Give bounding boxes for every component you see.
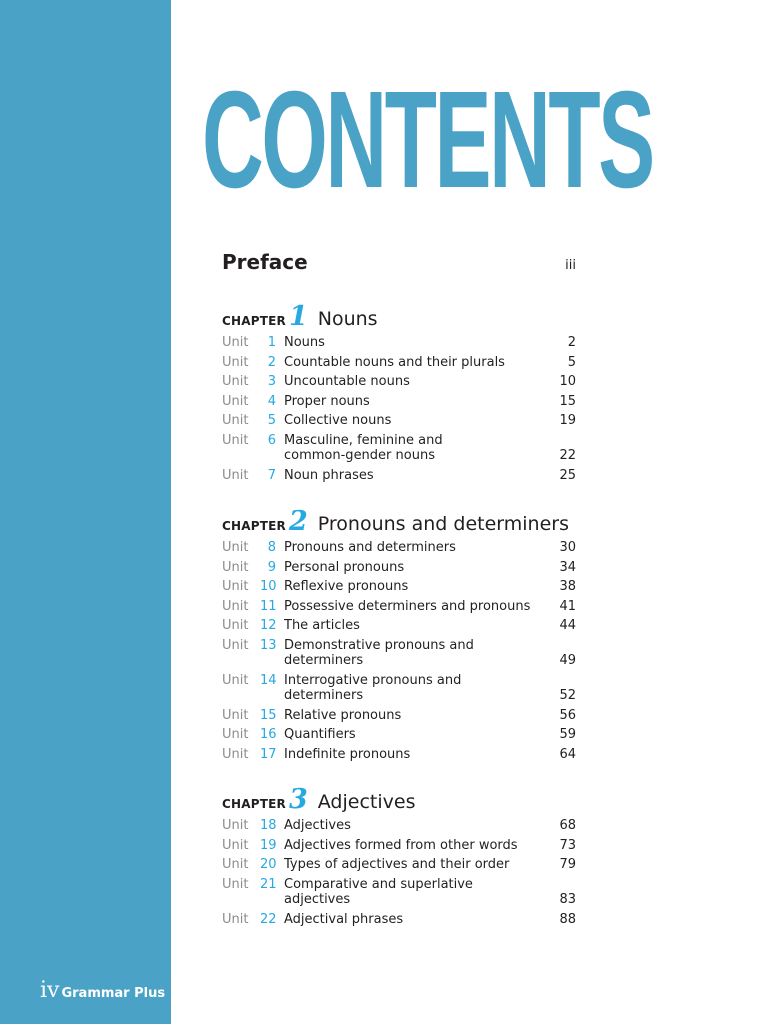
unit-page: 2	[567, 335, 576, 350]
unit-title-line: Pronouns and determiners	[284, 540, 456, 555]
chapter-2	[222, 506, 576, 762]
unit-entry[interactable]	[222, 673, 576, 704]
unit-page: 73	[559, 837, 576, 853]
unit-page: 34	[559, 559, 576, 575]
unit-page: 19	[559, 413, 576, 428]
unit-title	[276, 433, 536, 464]
unit-page: 22	[559, 448, 576, 463]
chapter-1	[222, 301, 576, 483]
unit-word: Unit	[222, 467, 249, 483]
unit-word: Unit	[222, 707, 249, 723]
chapter-heading[interactable]	[222, 506, 576, 536]
unit-number: 17	[260, 746, 277, 762]
unit-entry[interactable]	[222, 374, 576, 390]
chapter-word: CHAPTER	[222, 314, 286, 328]
unit-title-line: Masculine, feminine and	[284, 432, 443, 448]
unit-title	[276, 912, 536, 928]
unit-number: 8	[267, 540, 276, 555]
unit-page: 64	[559, 746, 576, 762]
unit-number: 18	[260, 818, 277, 833]
unit-number: 1	[267, 335, 276, 350]
unit-number: 5	[267, 413, 276, 428]
unit-title	[276, 579, 536, 595]
unit-title-line: Uncountable nouns	[284, 374, 410, 389]
unit-title	[276, 673, 536, 704]
chapter-heading[interactable]	[222, 301, 576, 331]
unit-title-line: Comparative and superlative	[284, 876, 473, 892]
unit-entry[interactable]	[222, 579, 576, 595]
unit-title-line: The articles	[284, 618, 360, 633]
unit-number: 16	[260, 727, 277, 742]
unit-word: Unit	[222, 746, 249, 762]
unit-page: 49	[559, 653, 576, 668]
unit-title-line: Personal pronouns	[284, 559, 405, 575]
unit-title	[276, 877, 536, 908]
chapter-word: CHAPTER	[222, 519, 286, 533]
unit-title-line: Indefinite pronouns	[284, 746, 411, 762]
unit-number: 11	[260, 598, 277, 614]
unit-page: 10	[559, 374, 576, 389]
unit-number: 2	[267, 354, 276, 370]
unit-page: 5	[567, 354, 576, 370]
unit-title	[276, 374, 536, 390]
chapter-3	[222, 784, 576, 927]
unit-entry[interactable]	[222, 877, 576, 908]
unit-title-line: Adjectives formed from other words	[284, 837, 518, 853]
unit-title	[276, 394, 536, 410]
chapter-number: 3	[288, 784, 308, 815]
unit-number: 19	[260, 837, 277, 853]
unit-entry[interactable]	[222, 857, 576, 873]
unit-number: 9	[267, 559, 276, 575]
unit-word: Unit	[222, 857, 249, 872]
chapter-title: Nouns	[317, 308, 378, 330]
unit-title	[276, 468, 536, 484]
unit-title-line: Relative pronouns	[284, 707, 402, 723]
unit-number: 13	[260, 637, 277, 653]
unit-page: 30	[559, 540, 576, 555]
unit-entry[interactable]	[222, 394, 576, 410]
unit-page: 68	[559, 818, 576, 833]
unit-word: Unit	[222, 540, 249, 555]
unit-number: 3	[267, 374, 276, 389]
preface-entry[interactable]	[222, 250, 576, 274]
unit-title-line: Nouns	[284, 335, 325, 350]
unit-title-line: Interrogative pronouns and	[284, 672, 462, 688]
unit-title-line: Types of adjectives and their order	[284, 857, 510, 872]
unit-number: 10	[260, 579, 277, 594]
unit-entry[interactable]	[222, 747, 576, 763]
unit-word: Unit	[222, 837, 249, 853]
unit-title	[276, 708, 536, 724]
unit-word: Unit	[222, 911, 249, 927]
page-title: CONTENTS	[202, 63, 653, 217]
unit-title-line: Countable nouns and their plurals	[284, 354, 505, 370]
unit-title	[276, 747, 536, 763]
unit-title-line: Demonstrative pronouns and	[284, 637, 474, 653]
unit-page: 52	[559, 688, 576, 703]
preface-page: iii	[565, 258, 576, 273]
unit-number: 4	[267, 393, 276, 409]
unit-entry[interactable]	[222, 433, 576, 464]
sidebar-band	[0, 0, 171, 1024]
unit-entry[interactable]	[222, 727, 576, 743]
unit-page: 56	[559, 707, 576, 723]
chapter-number: 2	[288, 506, 308, 537]
unit-word: Unit	[222, 672, 249, 688]
unit-number: 22	[260, 911, 277, 927]
unit-title	[276, 335, 536, 351]
unit-title-line-2: determiners	[284, 688, 364, 703]
unit-title	[276, 857, 536, 873]
chapter-heading[interactable]	[222, 784, 576, 814]
unit-page: 41	[559, 598, 576, 614]
unit-word: Unit	[222, 393, 249, 409]
unit-word: Unit	[222, 876, 249, 892]
unit-title	[276, 540, 536, 556]
footer-book-title: Grammar Plus	[61, 986, 166, 1001]
unit-number: 21	[260, 876, 277, 892]
unit-entry[interactable]	[222, 355, 576, 371]
unit-word: Unit	[222, 335, 249, 350]
unit-page: 15	[559, 393, 576, 409]
chapter-number: 1	[288, 301, 308, 332]
unit-title-line: Adjectives	[284, 818, 351, 833]
unit-entry[interactable]	[222, 599, 576, 615]
unit-title-line: Reflexive pronouns	[284, 579, 409, 594]
unit-entry[interactable]	[222, 335, 576, 351]
unit-entry[interactable]	[222, 618, 576, 634]
unit-page: 25	[559, 467, 576, 483]
unit-word: Unit	[222, 374, 249, 389]
unit-entry[interactable]	[222, 560, 576, 576]
unit-word: Unit	[222, 727, 249, 742]
unit-word: Unit	[222, 598, 249, 614]
unit-number: 14	[260, 672, 277, 688]
unit-title-line-2: adjectives	[284, 892, 351, 907]
unit-title	[276, 599, 536, 615]
unit-word: Unit	[222, 579, 249, 594]
unit-title-line-2: common-gender nouns	[284, 448, 435, 463]
unit-entry[interactable]	[222, 838, 576, 854]
unit-entry[interactable]	[222, 540, 576, 556]
unit-word: Unit	[222, 637, 249, 653]
unit-page: 83	[559, 892, 576, 907]
unit-title-line: Possessive determiners and pronouns	[284, 598, 531, 614]
chapter-title: Adjectives	[317, 791, 416, 813]
unit-entry[interactable]	[222, 638, 576, 669]
unit-number: 20	[260, 857, 277, 872]
unit-number: 6	[267, 432, 276, 448]
unit-page: 88	[559, 911, 576, 927]
unit-title-line: Adjectival phrases	[284, 911, 404, 927]
unit-title	[276, 560, 536, 576]
unit-number: 7	[267, 467, 276, 483]
unit-page: 79	[559, 857, 576, 872]
unit-entry[interactable]	[222, 468, 576, 484]
unit-number: 15	[260, 707, 277, 723]
unit-word: Unit	[222, 354, 249, 370]
unit-page: 38	[559, 579, 576, 594]
unit-word: Unit	[222, 618, 249, 633]
unit-title	[276, 355, 536, 371]
unit-title	[276, 727, 536, 743]
footer-page-number: iv	[40, 978, 60, 1003]
unit-title-line: Collective nouns	[284, 413, 392, 428]
unit-word: Unit	[222, 818, 249, 833]
unit-title	[276, 413, 536, 429]
unit-word: Unit	[222, 432, 249, 448]
unit-entry[interactable]	[222, 912, 576, 928]
unit-entry[interactable]	[222, 818, 576, 834]
unit-entry[interactable]	[222, 413, 576, 429]
chapter-title: Pronouns and determiners	[317, 513, 569, 535]
unit-page: 59	[559, 727, 576, 742]
unit-word: Unit	[222, 559, 249, 575]
unit-title-line: Proper nouns	[284, 393, 370, 409]
unit-title	[276, 638, 536, 669]
page-footer	[40, 978, 165, 1003]
unit-number: 12	[260, 618, 277, 633]
preface-label: Preface	[222, 250, 308, 274]
unit-entry[interactable]	[222, 708, 576, 724]
unit-title	[276, 838, 536, 854]
unit-title-line: Quantifiers	[284, 727, 356, 742]
unit-word: Unit	[222, 413, 249, 428]
unit-page: 44	[559, 618, 576, 633]
unit-title-line: Noun phrases	[284, 467, 374, 483]
unit-title	[276, 818, 536, 834]
chapter-word: CHAPTER	[222, 797, 286, 811]
unit-title	[276, 618, 536, 634]
unit-title-line-2: determiners	[284, 653, 364, 668]
